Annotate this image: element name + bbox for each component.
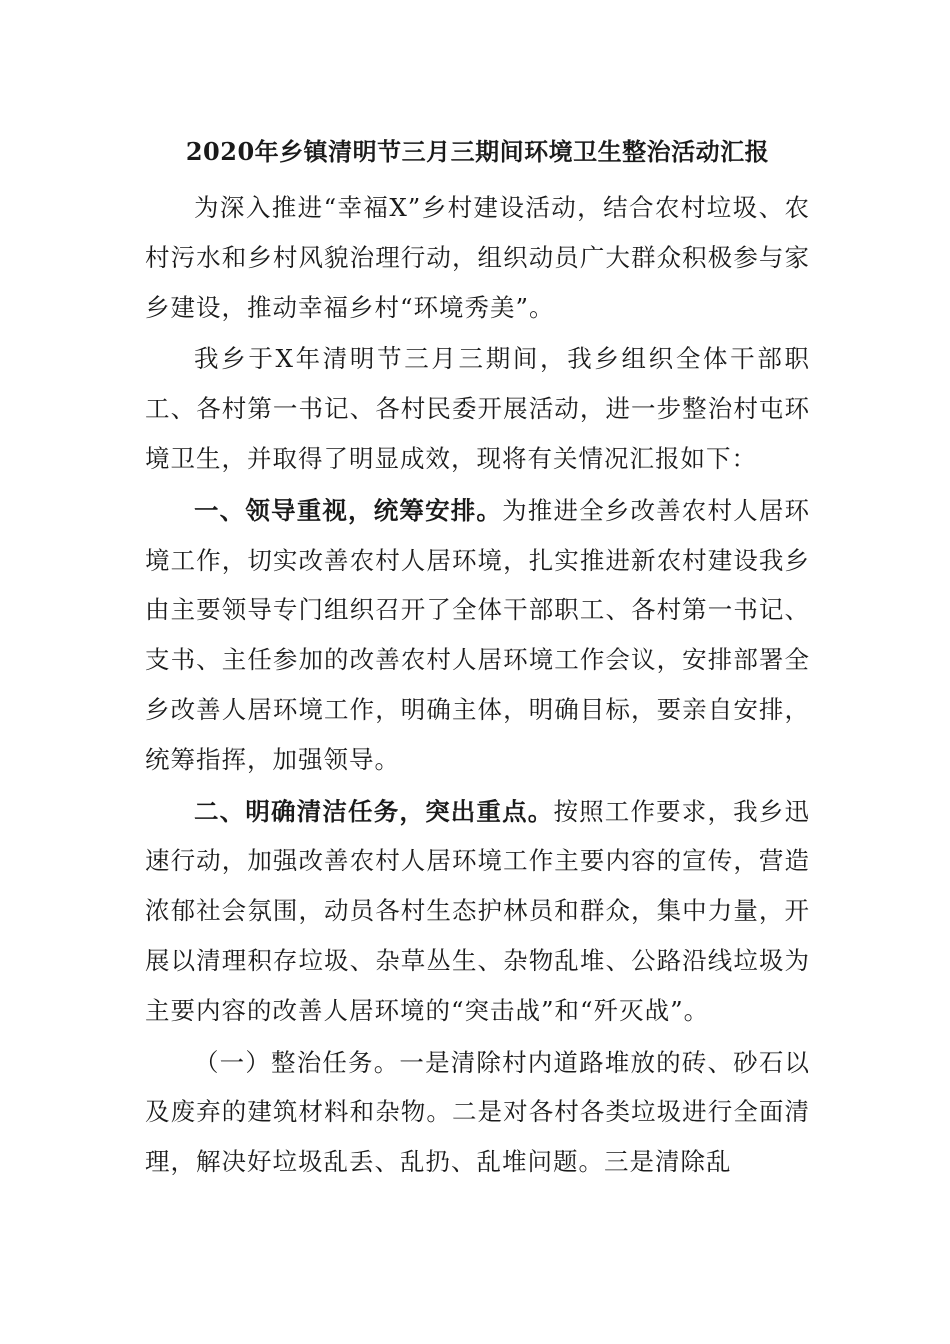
document-title: 2020年乡镇清明节三月三期间环境卫生整治活动汇报 [185,137,770,166]
section-heading: 二、明确清洁任务，突出重点。 [194,796,554,826]
paragraph-section-one [145,486,810,785]
paragraph-section-two [145,787,810,1036]
paragraph-text: 按照工作要求，我乡迅速行动，加强改善农村人居环境工作主要内容的宣传，营造浓郁社会氛围，动员各村生态护林员和群众，集中力量，开展以清理积存垃圾、杂草丛生、杂物乱堆、公路沿线垃圾为主要内容的改善人居环境的“突击战”和“歼灭战”。 [145,796,811,1025]
paragraph-text: 为深入推进“幸福X”乡村建设活动，结合农村垃圾、农村污水和乡村风貌治理行动，组织动员广大群众积极参与家乡建设，推动幸福乡村“环境秀美”。 [145,193,810,322]
paragraph-intro [145,183,810,332]
paragraph-text: 我乡于X年清明节三月三期间，我乡组织全体干部职工、各村第一书记、各村民委开展活动，进一步整治村屯环境卫生，并取得了明显成效，现将有关情况汇报如下： [145,344,810,473]
document-body [145,127,810,1187]
paragraph-text: （一）整治任务。一是清除村内道路堆放的砖、砂石以及废弃的建筑材料和杂物。二是对各村各类垃圾进行全面清理，解决好垃圾乱丢、乱扔、乱堆问题。三是清除乱 [145,1047,810,1177]
paragraph-text: 为推进全乡改善农村人居环境工作，切实改善农村人居环境，扎实推进新农村建设我乡由主要领导专门组织召开了全体干部职工、各村第一书记、支书、主任参加的改善农村人居环境工作会议，安排部署全乡改善人居环境工作，明确主体，明确目标，要亲自安排，统筹指挥，加强领导。 [145,495,811,774]
paragraph-subsection-one [145,1038,810,1187]
section-heading: 一、领导重视，统筹安排。 [194,495,503,525]
paragraph-overview [145,334,810,483]
